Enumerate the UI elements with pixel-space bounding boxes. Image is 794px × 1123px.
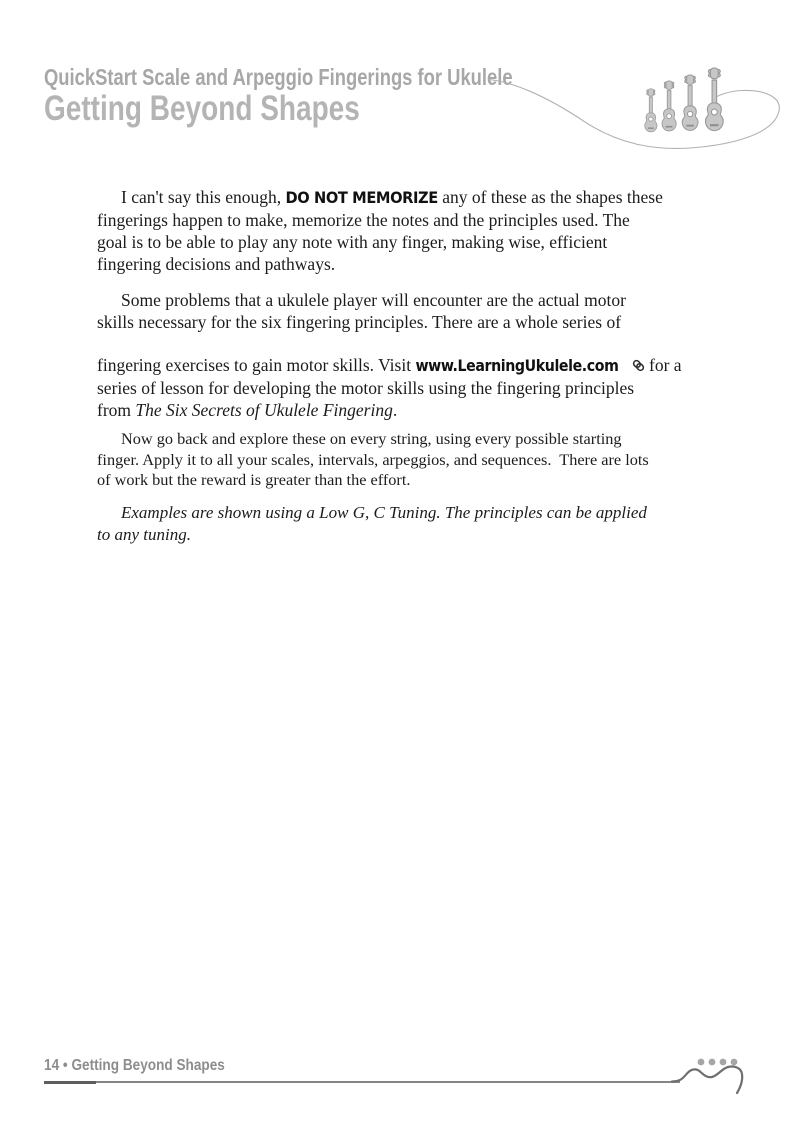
paragraph-do-not-memorize	[97, 186, 747, 275]
text-line: Examples are shown using a Low G, C Tuning. The principles can be applied	[121, 502, 647, 522]
text-line: fingering decisions and pathways.	[97, 254, 336, 274]
book-title: QuickStart Scale and Arpeggio Fingerings for Ukulele	[44, 64, 513, 90]
page-title: Getting Beyond Shapes	[44, 89, 360, 128]
learningukulele-link[interactable]: www.LearningUkulele.com	[415, 356, 619, 375]
footer-dot	[720, 1059, 727, 1066]
text-line: goal is to be able to play any note with any finger, making wise, efficient	[97, 232, 608, 252]
footer-page-label: 14 • Getting Beyond Shapes	[44, 1057, 225, 1074]
body-text	[97, 186, 747, 546]
text-line: from The Six Secrets of Ukulele Fingering.	[97, 400, 398, 420]
footer-dot	[731, 1059, 738, 1066]
footer-dot	[709, 1059, 716, 1066]
text-line: series of lesson for developing the motor skills using the fingering principles	[97, 378, 635, 398]
soprano-ukulele-icon	[643, 88, 659, 137]
emphasis-do-not-memorize: DO NOT MEMORIZE	[285, 188, 438, 207]
text-line: Some problems that a ukulele player will encounter are the actual motor	[121, 290, 626, 310]
text-line: skills necessary for the six fingering principles. There are a whole series of	[97, 312, 622, 332]
footer-dot	[698, 1059, 705, 1066]
concert-ukulele-icon	[660, 80, 678, 137]
text-line: to any tuning.	[97, 524, 191, 544]
text-line: fingerings happen to make, memorize the notes and the principles used. The	[97, 210, 630, 230]
baritone-ukulele-icon	[703, 67, 726, 138]
link-icon[interactable]	[623, 333, 645, 377]
paragraph-tuning-note	[97, 502, 747, 546]
tenor-ukulele-icon	[680, 74, 700, 137]
text-line: Now go back and explore these on every string, using every possible starting	[121, 429, 622, 448]
book-reference: The Six Secrets of Ukulele Fingering	[135, 400, 393, 420]
text-line: finger. Apply it to all your scales, intervals, arpeggios, and sequences. There are lots	[97, 449, 649, 469]
footer-rule-accent	[44, 1081, 96, 1084]
paragraph-explore	[97, 429, 747, 491]
text-line: fingering exercises to gain motor skills. Visit www.LearningUkulele.com for a	[97, 333, 747, 377]
paragraph-motor-skills	[97, 289, 747, 421]
text-line: I can't say this enough, DO NOT MEMORIZE any of these as the shapes these	[121, 187, 663, 207]
footer-rule	[44, 1081, 680, 1083]
text-line: of work but the reward is greater than the effort.	[97, 470, 411, 489]
footer-ukulele-outline	[652, 1040, 762, 1100]
